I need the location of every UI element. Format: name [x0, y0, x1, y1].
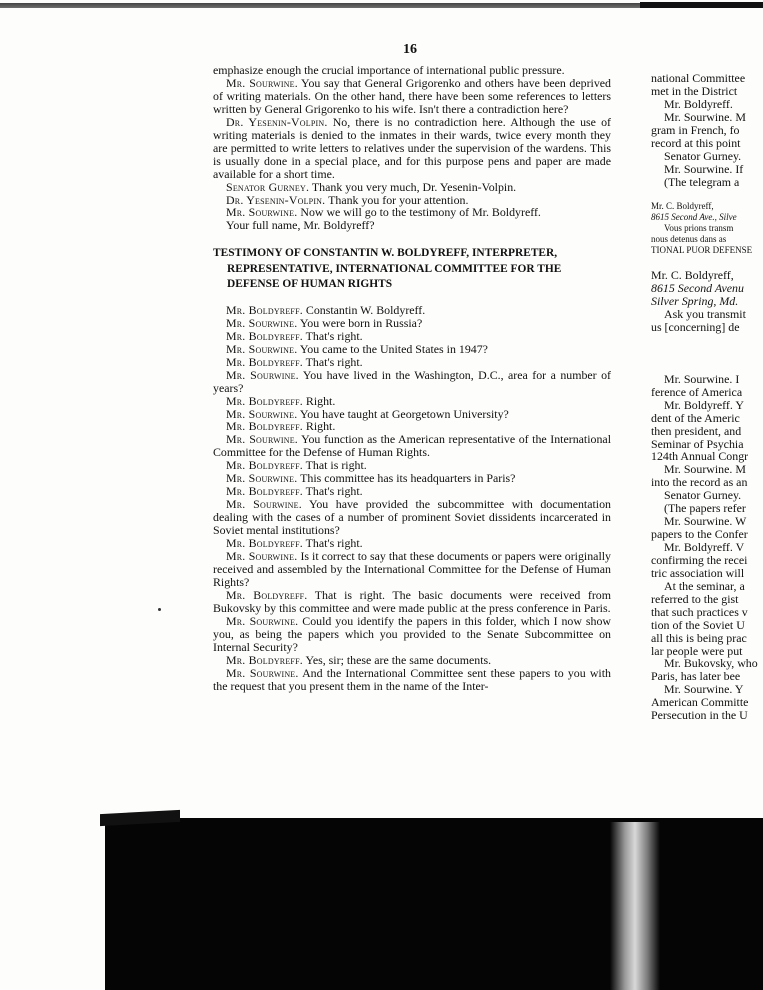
- paragraph: [213, 77, 611, 116]
- right-column-line: At the seminar, a: [664, 578, 745, 593]
- testimony-line: [213, 369, 611, 395]
- right-column-line: (The papers refer: [664, 501, 746, 516]
- right-column-line: [651, 360, 763, 373]
- speech-text: Yes, sir; these are the same documents.: [305, 652, 492, 667]
- right-column-line: all this is being prac: [651, 630, 747, 645]
- right-column-line: Mr. Sourwine. I: [664, 371, 740, 386]
- testimony-line: [213, 498, 611, 537]
- right-column-line: tric association will: [651, 565, 745, 580]
- speech-text: You were born in Russia?: [299, 315, 423, 330]
- speaker-name: Mr. Boldyreff.: [226, 652, 303, 667]
- right-column-line: nous detenus dans as: [651, 234, 727, 245]
- right-column-line: TIONAL PUOR DEFENSE: [651, 245, 753, 256]
- right-column-line: Mr. Boldyreff. V: [664, 540, 745, 554]
- speaker-name: Mr. Sourwine.: [226, 549, 298, 563]
- speech-text: emphasize enough the crucial importance of international public pressure.: [213, 63, 565, 77]
- speaker-name: Mr. Sourwine.: [226, 665, 299, 680]
- right-column-line: American Committe: [651, 695, 749, 710]
- testimony-line: [213, 615, 611, 654]
- scan-top-border-right: [640, 2, 763, 8]
- right-column-clip: [640, 60, 763, 830]
- speech-text: That's right.: [305, 328, 363, 343]
- right-column-line: met in the District: [651, 83, 738, 98]
- speaker-name: Mr. Boldyreff.: [226, 419, 303, 434]
- right-column-line: into the record as an: [651, 475, 748, 490]
- right-column-line: Mr. Sourwine. M: [664, 109, 746, 124]
- speaker-name: Mr. Boldyreff.: [226, 587, 308, 602]
- speaker-name: Mr. Sourwine.: [226, 613, 299, 628]
- testimony-line: [213, 550, 611, 589]
- speaker-name: Mr. Boldyreff.: [226, 302, 303, 317]
- right-column-line: Mr. C. Boldyreff,: [651, 201, 714, 212]
- speaker-name: Mr. Boldyreff.: [226, 536, 303, 551]
- speech-text: And the International Committee sent these papers to you with the request that you present them in the name of the Inter-: [213, 665, 611, 693]
- speaker-name: Mr. Boldyreff.: [226, 484, 303, 499]
- right-column-line: Silver Spring, Md.: [651, 294, 739, 309]
- right-column-line: Seminar of Psychia: [651, 436, 744, 451]
- scan-glare: [610, 822, 660, 990]
- testimony-line: [213, 667, 611, 693]
- right-column-line: Mr. Sourwine. W: [664, 514, 747, 529]
- right-column-line: lar people were put: [651, 643, 743, 658]
- right-column-line: [651, 188, 763, 201]
- speech-text: That is right.: [305, 458, 367, 473]
- speaker-name: Mr. Sourwine.: [226, 432, 298, 447]
- speaker-name: Mr. Sourwine.: [226, 497, 302, 512]
- right-column-line: then president, and: [651, 423, 742, 438]
- right-column-line: 8615 Second Avenu: [651, 281, 744, 296]
- speech-text: Is it correct to say that these documents or papers were originally received and assembled by the International Committee for the Defense of Human Rights?: [213, 549, 612, 589]
- speaker-name: Mr. Sourwine.: [226, 367, 299, 382]
- speech-text: You function as the American representative of the International Committee for the Defense of Human Rights.: [213, 432, 612, 460]
- right-column-line: Mr. Boldyreff.: [664, 96, 733, 111]
- speech-text: This committee has its headquarters in Paris?: [300, 471, 516, 486]
- right-column-line: papers to the Confer: [651, 527, 748, 542]
- speech-text: Right.: [305, 419, 336, 434]
- page-number: 16: [403, 42, 417, 57]
- speaker-name: Mr. Boldyreff.: [226, 328, 303, 343]
- speaker-name: Mr. Sourwine.: [226, 341, 298, 356]
- right-column-line: 8615 Second Ave., Silve: [651, 212, 737, 223]
- right-column-line: Ask you transmit: [664, 307, 746, 322]
- main-column: [213, 64, 611, 692]
- speaker-name: Dr. Yesenin-Volpin.: [226, 192, 326, 207]
- right-column-line: [651, 347, 763, 360]
- speech-text: You have taught at Georgetown University?: [299, 406, 509, 421]
- speech-text: Constantin W. Boldyreff.: [305, 302, 426, 317]
- speech-text: No, there is no contradiction here. Although the use of writing materials is denied to the inmates in their wards, twice every month they are permitted to write letters to relatives under the supervision of the wardens. This is usually done in a special place, and for this purpose pens and paper are made available for a short time.: [213, 114, 611, 181]
- testimony-heading: [213, 246, 611, 293]
- speaker-name: Mr. Sourwine.: [226, 315, 298, 330]
- right-column-line: Mr. Boldyreff. Y: [664, 397, 744, 412]
- speech-text: Now we will go to the testimony of Mr. Boldyreff.: [300, 205, 541, 220]
- right-column-line: tion of the Soviet U: [651, 617, 745, 632]
- speaker-name: Mr. Sourwine.: [226, 75, 298, 90]
- right-column-line: (The telegram a: [664, 174, 740, 189]
- paragraph: [213, 219, 611, 232]
- right-column-line: dent of the Americ: [651, 410, 740, 425]
- speech-text: You have provided the subcommittee with documentation dealing with the cases of a number of prominent Soviet dissidents incarcerated in Soviet mental institutions?: [213, 497, 612, 538]
- speech-text: Thank you for your attention.: [328, 192, 469, 207]
- speaker-name: Mr. Sourwine.: [226, 205, 298, 220]
- right-column-line: Mr. Sourwine. M: [664, 462, 746, 477]
- speaker-name: Mr. Sourwine.: [226, 406, 298, 421]
- paragraph: [213, 116, 611, 181]
- speech-text: You came to the United States in 1947?: [299, 341, 488, 356]
- right-column-line: Mr. C. Boldyreff,: [651, 268, 734, 283]
- right-column-line: Senator Gurney.: [664, 488, 742, 503]
- speech-text: Could you identify the papers in this folder, which I now show you, as being the papers which you provided to the Senate Subcommittee on Internal Security?: [213, 613, 611, 654]
- right-column-line: Paris, has later bee: [651, 669, 741, 684]
- testimony-line: [213, 589, 611, 615]
- speech-text: Right.: [305, 393, 336, 408]
- right-column-line: Mr. Bukovsky, who: [664, 656, 758, 671]
- speaker-name: Senator Gurney.: [226, 179, 310, 194]
- right-column-line: referred to the gist: [651, 591, 739, 606]
- speech-text: That's right.: [305, 536, 363, 551]
- right-column-line: confirming the recei: [651, 552, 748, 567]
- speech-text: That is right. The basic documents were received from Bukovsky by this committee and were made public at the press conference in Paris.: [213, 587, 611, 615]
- testimony-line: [213, 433, 611, 459]
- speaker-name: Mr. Boldyreff.: [226, 354, 303, 369]
- right-column-line: Mr. Sourwine. If: [664, 161, 744, 176]
- speech-text: Thank you very much, Dr. Yesenin-Volpin.: [311, 179, 517, 194]
- right-column-line: record at this point: [651, 135, 741, 150]
- speech-text: That's right.: [305, 484, 363, 499]
- scan-shadow: [105, 818, 763, 990]
- right-column-line: Senator Gurney.: [664, 148, 742, 163]
- right-column-line: that such practices v: [651, 604, 748, 619]
- speaker-name: Dr. Yesenin-Volpin.: [226, 114, 328, 129]
- speaker-name: Mr. Sourwine.: [226, 471, 298, 486]
- speaker-name: Mr. Boldyreff.: [226, 393, 303, 408]
- speech-text: You have lived in the Washington, D.C., area for a number of years?: [213, 367, 611, 395]
- speech-text: That's right.: [305, 354, 363, 369]
- right-column-line: national Committee: [651, 72, 746, 85]
- right-column-line: Mr. Sourwine. Y: [664, 682, 744, 697]
- right-column-line: [651, 334, 763, 347]
- margin-mark: [158, 608, 161, 611]
- right-column-line: Persecution in the U: [651, 708, 748, 723]
- right-column: [651, 72, 763, 722]
- heading-text: TESTIMONY OF CONSTANTIN W. BOLDYREFF, INTERPRETER, REPRESENTATIVE, INTERNATIONAL COMMITTEE FOR THE DEFENSE OF HUMAN RIGHTS: [213, 247, 562, 291]
- right-column-line: Vous prions transm: [664, 223, 734, 234]
- speech-text: Your full name, Mr. Boldyreff?: [226, 218, 375, 233]
- speech-text: You say that General Grigorenko and others have been deprived of writing materials. On the other hand, there have been some references to letters written by General Grigorenko to his wife. Isn't there a contradiction here?: [213, 75, 612, 116]
- speaker-name: Mr. Boldyreff.: [226, 458, 303, 473]
- right-column-line: us [concerning] de: [651, 320, 740, 335]
- right-column-line: gram in French, fo: [651, 122, 740, 137]
- right-column-line: ference of America: [651, 384, 743, 399]
- right-column-line: 124th Annual Congr: [651, 449, 749, 464]
